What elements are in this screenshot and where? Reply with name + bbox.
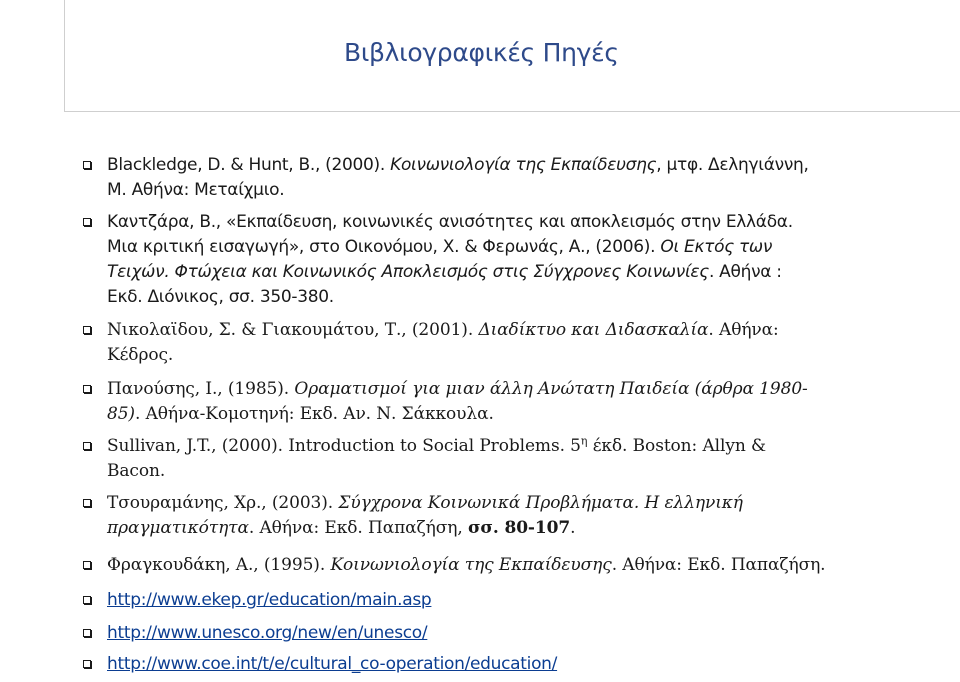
link-ekep[interactable]: http://www.ekep.gr/education/main.asp — [107, 590, 432, 610]
reference-line: πραγματικότητα. Αθήνα: Εκδ. Παπαζήση, σσ. 80-107. — [107, 518, 576, 538]
reference-item — [107, 588, 912, 613]
reference-line: 85). Αθήνα-Κομοτηνή: Εκδ. Αν. Ν. Σάκκουλα. — [107, 404, 494, 424]
link-unesco[interactable]: http://www.unesco.org/new/en/unesco/ — [107, 623, 428, 643]
reference-line: Μ. Αθήνα: Μεταίχμιο. — [107, 180, 285, 200]
reference-item — [107, 652, 912, 677]
bullet-icon — [83, 596, 91, 604]
bullet-icon — [83, 385, 91, 393]
link-coe[interactable]: http://www.coe.int/t/e/cultural_co-operation/education/ — [107, 654, 558, 674]
bullet-icon — [83, 218, 91, 226]
page-title: Βιβλιογραφικές Πηγές — [344, 38, 619, 67]
bullet-icon — [83, 442, 91, 450]
reference-line: Τειχών. Φτώχεια και Κοινωνικός Αποκλεισμός στις Σύγχρονες Κοινωνίες. Αθήνα : — [107, 262, 782, 282]
reference-line: Φραγκουδάκη, Α., (1995). Κοινωνιολογία της Εκπαίδευσης. Αθήνα: Εκδ. Παπαζήση. — [107, 555, 826, 575]
bullet-icon — [83, 629, 91, 637]
reference-line: Μια κριτική εισαγωγή», στο Οικονόμου, Χ. & Φερωνάς, Α., (2006). Οι Εκτός των — [107, 237, 773, 257]
reference-item — [107, 434, 912, 484]
reference-line: Εκδ. Διόνικος, σσ. 350-380. — [107, 287, 334, 307]
reference-item — [107, 210, 912, 310]
reference-line: Sullivan, J.T., (2000). Introduction to Social Problems. $5^\eta$ έκδ. Boston: Allyn & — [107, 434, 767, 456]
bullet-icon — [83, 499, 91, 507]
reference-item — [107, 621, 912, 646]
reference-item — [107, 318, 912, 368]
reference-item — [107, 491, 912, 541]
reference-line: Blackledge, D. & Hunt, B., (2000). Κοινωνιολογία της Εκπαίδευσης, μτφ. Δεληγιάννη, — [107, 155, 809, 175]
bullet-icon — [83, 660, 91, 668]
bullet-icon — [83, 561, 91, 569]
reference-line: Κέδρος. — [107, 345, 174, 365]
reference-line: Bacon. — [107, 461, 166, 481]
reference-line: Πανούσης, Ι., (1985). Οραματισμοί για μιαν άλλη Ανώτατη Παιδεία (άρθρα 1980- — [107, 379, 808, 399]
reference-line: Καντζάρα, Β., «Εκπαίδευση, κοινωνικές ανισότητες και αποκλεισμός στην Ελλάδα. — [107, 212, 793, 232]
bullet-icon — [83, 326, 91, 334]
reference-line: Τσουραμάνης, Χρ., (2003). Σύγχρονα Κοινωνικά Προβλήματα. Η ελληνική — [107, 493, 743, 513]
reference-item — [107, 553, 912, 578]
reference-item — [107, 377, 912, 427]
reference-item — [107, 153, 912, 203]
reference-line: Νικολαϊδου, Σ. & Γιακουμάτου, Τ., (2001). Διαδίκτυο και Διδασκαλία. Αθήνα: — [107, 320, 779, 340]
bullet-icon — [83, 161, 91, 169]
